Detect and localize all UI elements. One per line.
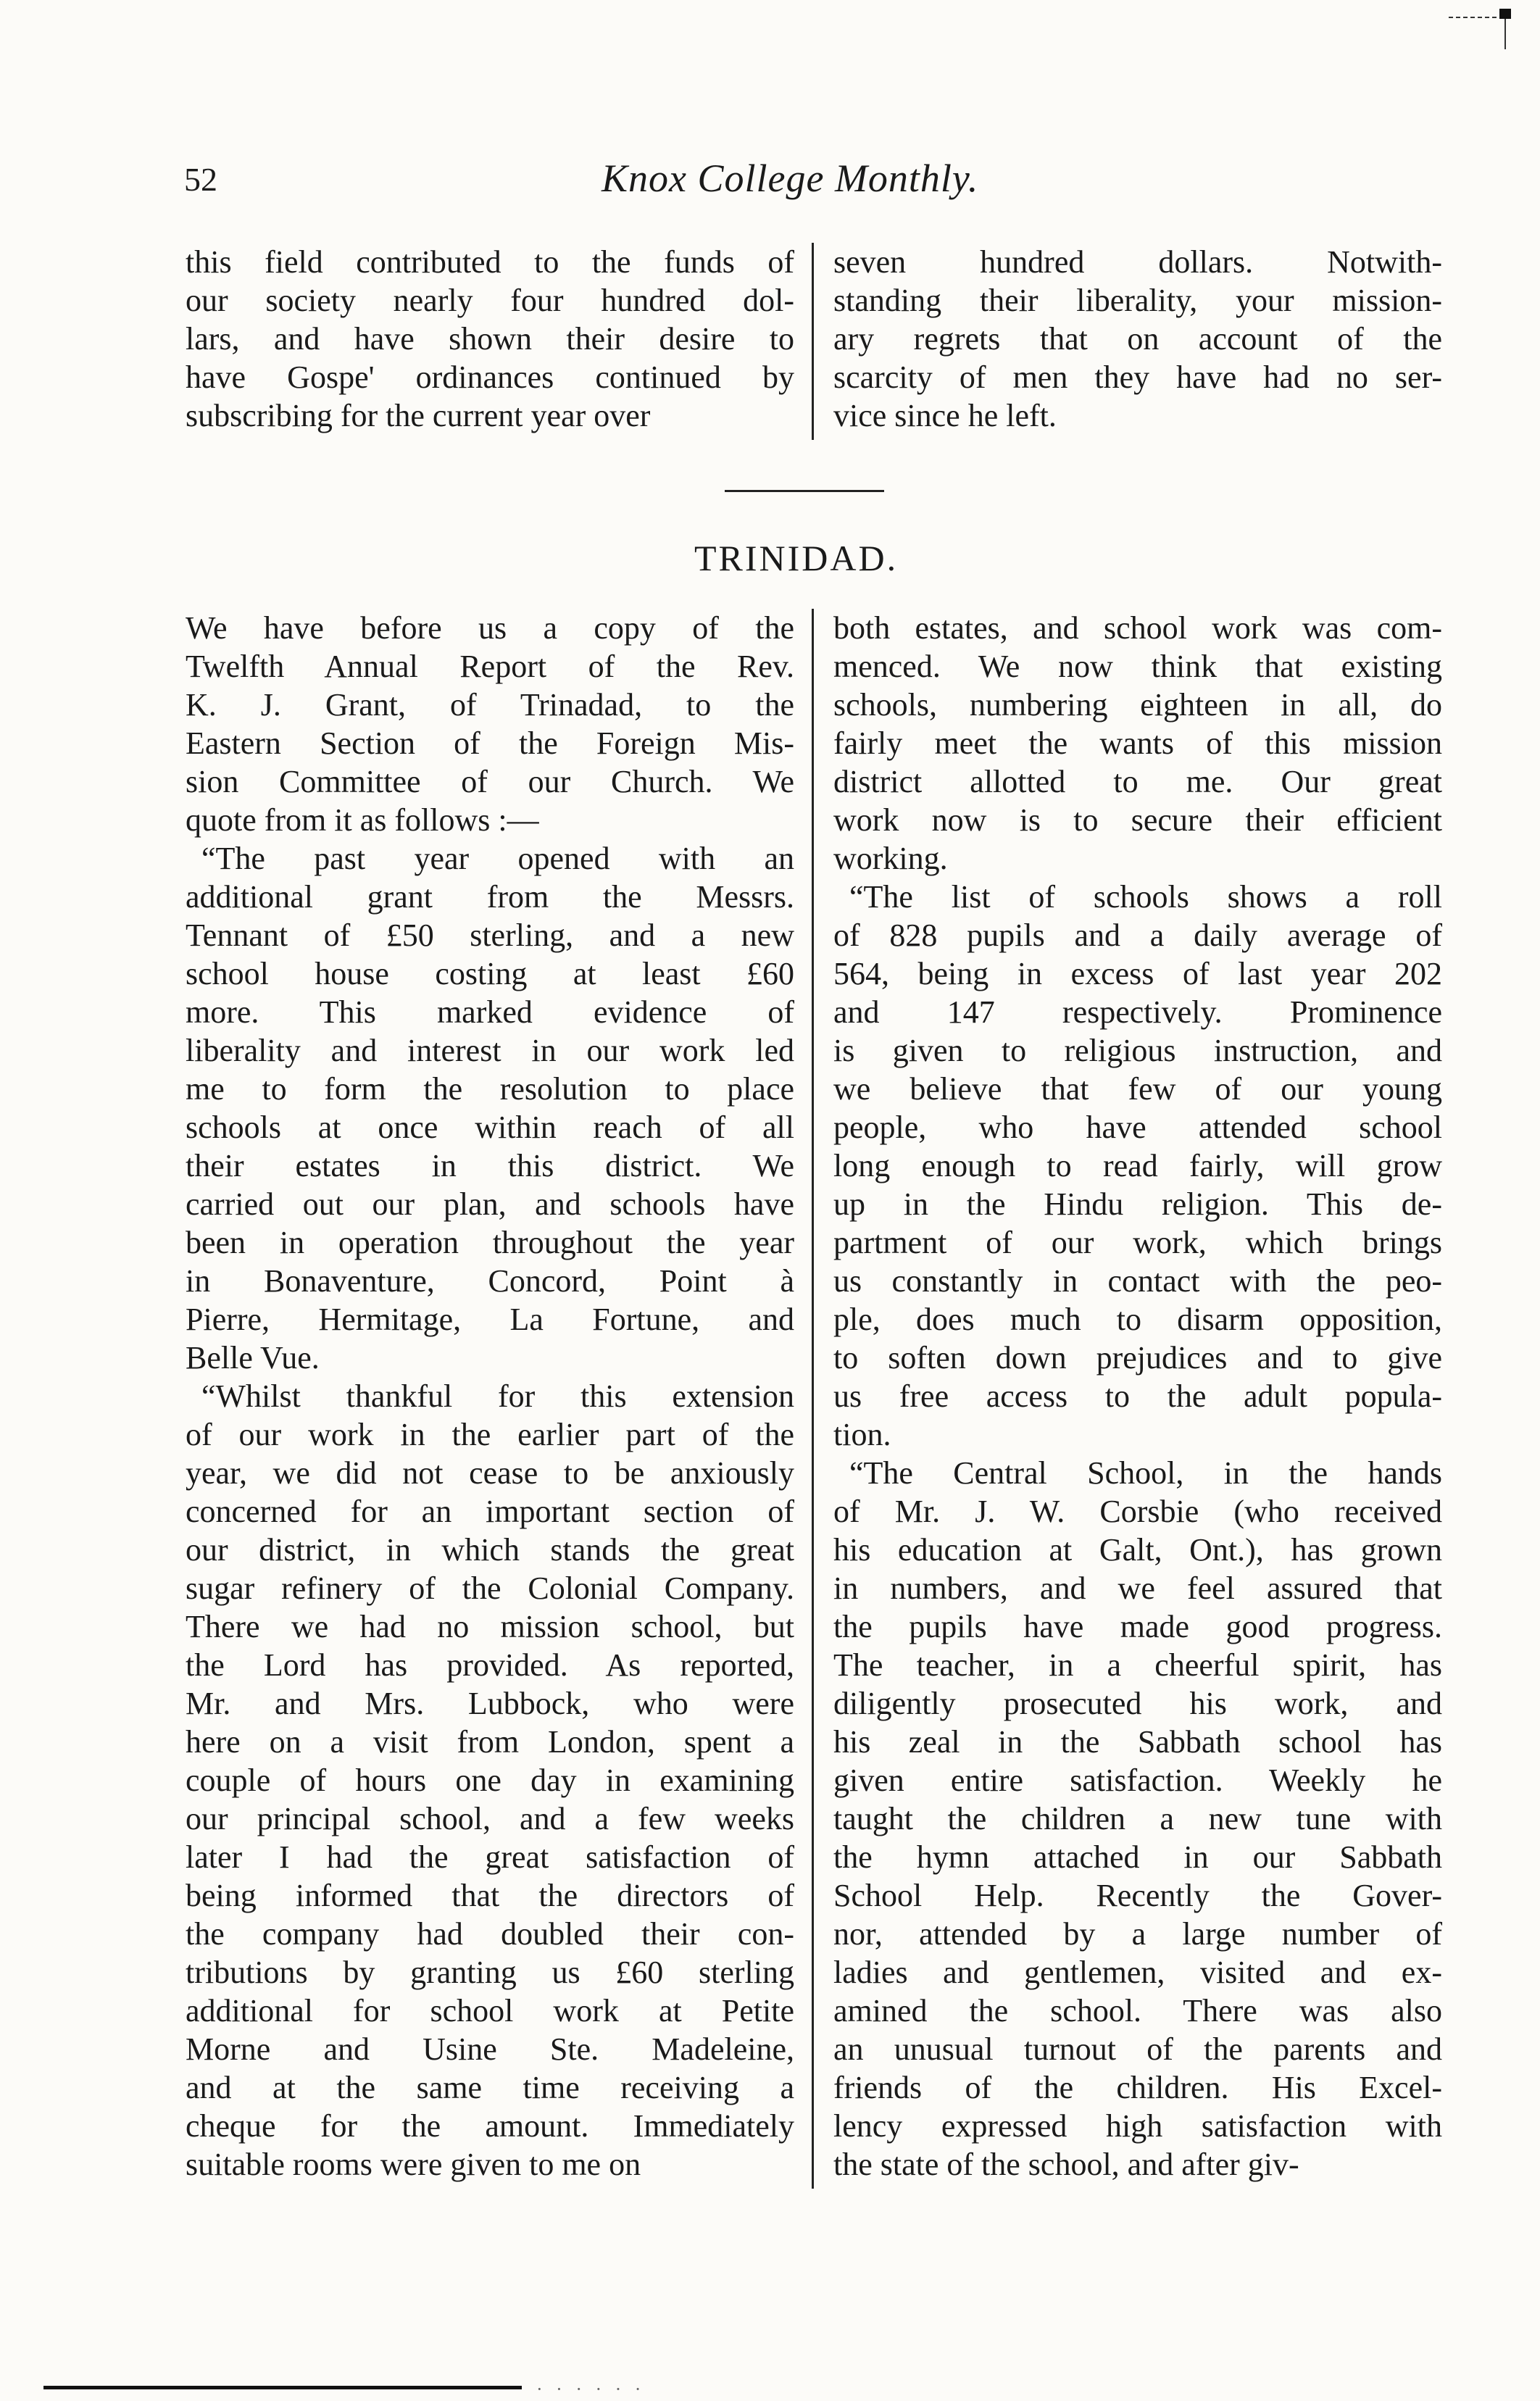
text-line: more. This marked evidence of <box>186 994 794 1030</box>
text-line: tributions by granting us £60 sterling <box>186 1955 794 1990</box>
bottom-rule <box>43 2386 522 2389</box>
text-line: his zeal in the Sabbath school has <box>833 1724 1442 1760</box>
text-line: partment of our work, which brings <box>833 1225 1442 1260</box>
text-line: in numbers, and we feel assured that <box>833 1570 1442 1606</box>
text-line: we believe that few of our young <box>833 1071 1442 1107</box>
text-line: Mr. and Mrs. Lubbock, who were <box>186 1686 794 1721</box>
text-line: standing their liberality, your mission- <box>833 283 1442 318</box>
text-line: here on a visit from London, spent a <box>186 1724 794 1760</box>
text-line: schools, numbering eighteen in all, do <box>833 687 1442 723</box>
text-line: the hymn attached in our Sabbath <box>833 1839 1442 1875</box>
text-line: Eastern Section of the Foreign Mis- <box>186 725 794 761</box>
corner-mark <box>1449 7 1514 51</box>
text-line: Twelfth Annual Report of the Rev. <box>186 649 794 684</box>
text-line: cheque for the amount. Immediately <box>186 2108 794 2144</box>
text-line: lars, and have shown their desire to <box>186 321 794 357</box>
page-number: 52 <box>184 161 217 198</box>
text-line: an unusual turnout of the parents and <box>833 2031 1442 2067</box>
text-line: up in the Hindu religion. This de- <box>833 1186 1442 1222</box>
text-line: the Lord has provided. As reported, <box>186 1647 794 1683</box>
text-line: amined the school. There was also <box>833 1993 1442 2028</box>
text-line: K. J. Grant, of Trinadad, to the <box>186 687 794 723</box>
body-right-column <box>833 609 1442 2184</box>
body-column-rule <box>812 609 814 2189</box>
text-line: tion. <box>833 1417 891 1452</box>
text-line: given entire satisfaction. Weekly he <box>833 1763 1442 1798</box>
text-line: this field contributed to the funds of <box>186 244 794 280</box>
text-line: and at the same time receiving a <box>186 2070 794 2105</box>
text-line: me to form the resolution to place <box>186 1071 794 1107</box>
text-line: Pierre, Hermitage, La Fortune, and <box>186 1302 794 1337</box>
text-line: carried out our plan, and schools have <box>186 1186 794 1222</box>
text-line: us constantly in contact with the peo- <box>833 1263 1442 1299</box>
text-line: sion Committee of our Church. We <box>186 764 794 799</box>
text-line: in Bonaventure, Concord, Point à <box>186 1263 794 1299</box>
text-line: people, who have attended school <box>833 1110 1442 1145</box>
section-divider <box>725 490 884 492</box>
text-line: taught the children a new tune with <box>833 1801 1442 1836</box>
text-line: We have before us a copy of the <box>186 610 794 646</box>
top-right-column <box>833 243 1442 435</box>
text-line: district allotted to me. Our great <box>833 764 1442 799</box>
text-line: School Help. Recently the Gover- <box>833 1878 1442 1913</box>
text-line: been in operation throughout the year <box>186 1225 794 1260</box>
text-line: is given to religious instruction, and <box>833 1033 1442 1068</box>
text-line: The teacher, in a cheerful spirit, has <box>833 1647 1442 1683</box>
text-line: lency expressed high satisfaction with <box>833 2108 1442 2144</box>
text-line: ple, does much to disarm opposition, <box>833 1302 1442 1337</box>
text-line: of 828 pupils and a daily average of <box>833 917 1442 953</box>
text-line: Tennant of £50 sterling, and a new <box>186 917 794 953</box>
text-line: schools at once within reach of all <box>186 1110 794 1145</box>
text-line: the pupils have made good progress. <box>833 1609 1442 1644</box>
text-line: “The list of schools shows a roll <box>849 879 1442 915</box>
text-line: their estates in this district. We <box>186 1148 794 1183</box>
text-line: working. <box>833 841 948 876</box>
text-line: scarcity of men they have had no ser- <box>833 359 1442 395</box>
text-line: diligently prosecuted his work, and <box>833 1686 1442 1721</box>
text-line: ladies and gentlemen, visited and ex- <box>833 1955 1442 1990</box>
text-line: nor, attended by a large number of <box>833 1916 1442 1952</box>
text-line: liberality and interest in our work led <box>186 1033 794 1068</box>
text-line: year, we did not cease to be anxiously <box>186 1455 794 1491</box>
text-line: fairly meet the wants of this mission <box>833 725 1442 761</box>
text-line: Morne and Usine Ste. Madeleine, <box>186 2031 794 2067</box>
running-title: Knox College Monthly. <box>602 157 979 200</box>
text-line: later I had the great satisfaction of <box>186 1839 794 1875</box>
text-line: additional grant from the Messrs. <box>186 879 794 915</box>
text-line: seven hundred dollars. Notwith- <box>833 244 1442 280</box>
top-column-rule <box>812 243 814 440</box>
text-line: have Gospe' ordinances continued by <box>186 359 794 395</box>
text-line: ary regrets that on account of the <box>833 321 1442 357</box>
text-line: school house costing at least £60 <box>186 956 794 991</box>
text-line: being informed that the directors of <box>186 1878 794 1913</box>
text-line: quote from it as follows :— <box>186 802 539 838</box>
text-line: menced. We now think that existing <box>833 649 1442 684</box>
text-line: his education at Galt, Ont.), has grown <box>833 1532 1442 1568</box>
text-line: our principal school, and a few weeks <box>186 1801 794 1836</box>
text-line: the state of the school, and after giv- <box>833 2147 1299 2182</box>
text-line: both estates, and school work was com- <box>833 610 1442 646</box>
text-line: “The past year opened with an <box>201 841 794 876</box>
text-line: concerned for an important section of <box>186 1494 794 1529</box>
text-line: of Mr. J. W. Corsbie (who received <box>833 1494 1442 1529</box>
text-line: us free access to the adult popula- <box>833 1378 1442 1414</box>
text-line: our district, in which stands the great <box>186 1532 794 1568</box>
text-line: and 147 respectively. Prominence <box>833 994 1442 1030</box>
text-line: vice since he left. <box>833 398 1057 433</box>
text-line: “Whilst thankful for this extension <box>201 1378 794 1414</box>
text-line: our society nearly four hundred dol- <box>186 283 794 318</box>
text-line: long enough to read fairly, will grow <box>833 1148 1442 1183</box>
text-line: sugar refinery of the Colonial Company. <box>186 1570 794 1606</box>
text-line: Belle Vue. <box>186 1340 320 1376</box>
section-title: TRINIDAD. <box>694 538 899 578</box>
text-line: the company had doubled their con- <box>186 1916 794 1952</box>
text-line: of our work in the earlier part of the <box>186 1417 794 1452</box>
text-line: suitable rooms were given to me on <box>186 2147 641 2182</box>
text-line: subscribing for the current year over <box>186 398 651 433</box>
text-line: friends of the children. His Excel- <box>833 2070 1442 2105</box>
text-line: additional for school work at Petite <box>186 1993 794 2028</box>
text-line: 564, being in excess of last year 202 <box>833 956 1442 991</box>
body-left-column <box>186 609 794 2184</box>
text-line: work now is to secure their efficient <box>833 802 1442 838</box>
text-line: There we had no mission school, but <box>186 1609 794 1644</box>
text-line: “The Central School, in the hands <box>849 1455 1442 1491</box>
text-line: couple of hours one day in examining <box>186 1763 794 1798</box>
bottom-dots: · · · · · · <box>536 2379 646 2400</box>
text-line: to soften down prejudices and to give <box>833 1340 1442 1376</box>
top-left-column <box>186 243 794 435</box>
